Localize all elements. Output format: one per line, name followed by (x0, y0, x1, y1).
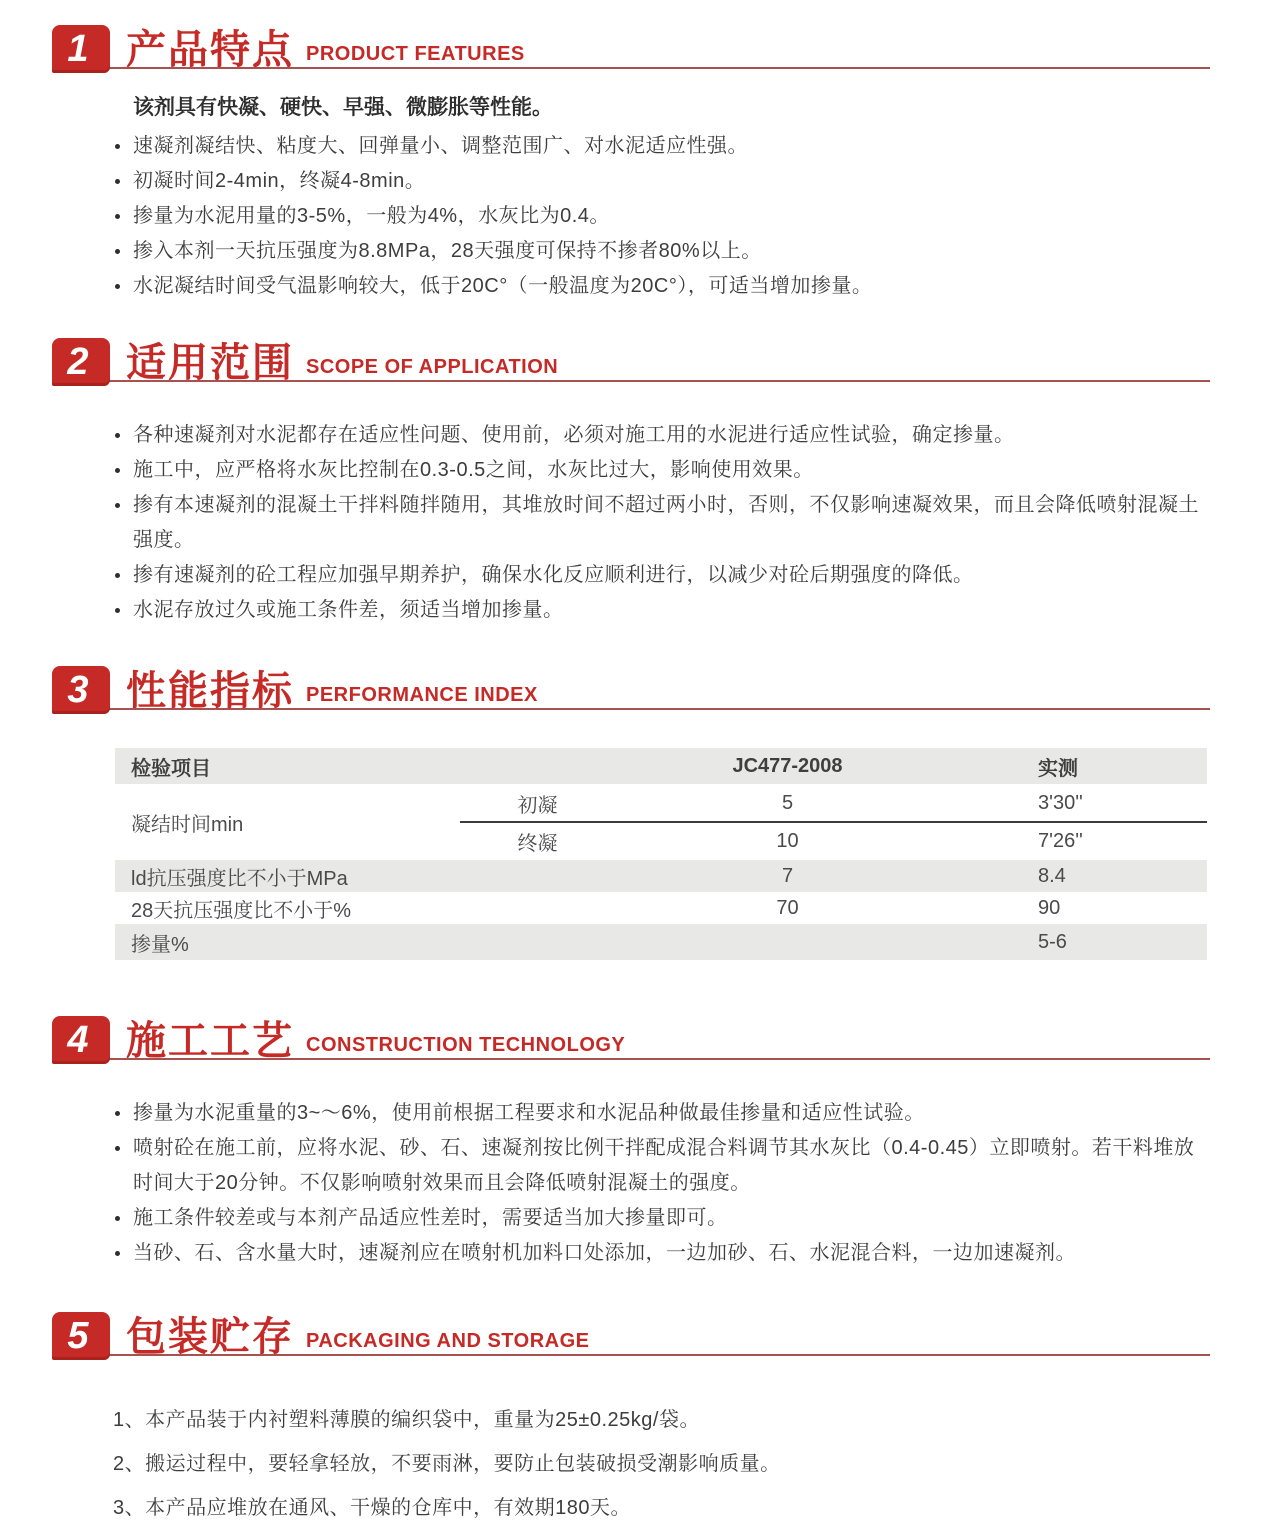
list-item-text: 掺量为水泥用量的3-5%，一般为4%，水灰比为0.4。 (133, 205, 610, 227)
section-number-badge (52, 1312, 110, 1360)
section-scope-of-application (52, 338, 1210, 628)
section-header (52, 338, 1210, 386)
subrow-divider (460, 821, 1207, 823)
list-item-text: 当砂、石、含水量大时，速凝剂应在喷射机加料口处添加，一边加砂、石、水泥混合料，一边加速凝剂。 (133, 1242, 1076, 1264)
section-title-zh: 产品特点 (126, 28, 294, 72)
bullet-dot-icon (115, 249, 120, 254)
row-measured: 8.4 (1038, 864, 1066, 887)
bullet-dot-icon (115, 433, 120, 438)
bullet-list (113, 1096, 1210, 1271)
subrow-measured: 7'26'' (1038, 829, 1083, 852)
bullet-dot-icon (115, 573, 120, 578)
list-item-text: 掺有本速凝剂的混凝土干拌料随拌随用，其堆放时间不超过两小时，否则，不仅影响速凝效果，而且会降低喷射混凝土强度。 (133, 494, 1199, 551)
performance-table (115, 748, 1207, 960)
section-number-badge (52, 1016, 110, 1064)
section-header (52, 1312, 1210, 1360)
section-number-badge (52, 25, 110, 73)
section-number: 3 (67, 668, 89, 711)
section-title-en: SCOPE OF APPLICATION (306, 356, 559, 378)
section-number: 2 (67, 340, 89, 383)
list-item-text: 掺有速凝剂的砼工程应加强早期养护，确保水化反应顺利进行，以减少对砼后期强度的降低。 (133, 564, 974, 586)
bullet-dot-icon (115, 284, 120, 289)
section-construction-technology (52, 1016, 1210, 1271)
bullet-dot-icon (115, 179, 120, 184)
section-title-en: PACKAGING AND STORAGE (306, 1330, 590, 1352)
list-item-text: 掺入本剂一天抗压强度为8.8MPa，28天强度可保持不掺者80%以上。 (133, 240, 762, 262)
list-item: 3、本产品应堆放在通风、干燥的仓库中，有效期180天。 (113, 1497, 631, 1519)
list-item (113, 129, 1210, 164)
list-item (113, 234, 1210, 269)
bullet-dot-icon (115, 608, 120, 613)
section-title-zh: 包装贮存 (126, 1315, 294, 1359)
section-packaging-storage (52, 1312, 1210, 1530)
row-measured: 90 (1038, 896, 1061, 919)
table-row-dosage (115, 924, 1207, 960)
section-title-zh: 性能指标 (126, 669, 294, 713)
table-row-setting-time (115, 784, 1207, 860)
subrow-label: 初凝 (517, 794, 558, 817)
row-standard: 70 (776, 896, 799, 919)
bullet-dot-icon (115, 503, 120, 508)
list-item (113, 164, 1210, 199)
list-item-text: 各种速凝剂对水泥都存在适应性问题、使用前，必须对施工用的水泥进行适应性试验，确定掺量。 (133, 424, 1015, 446)
section-number: 4 (67, 1018, 89, 1061)
table-subrow-initial-set (460, 784, 1207, 822)
list-item-text: 掺量为水泥重量的3~～6%，使用前根据工程要求和水泥品种做最佳掺量和适应性试验。 (133, 1102, 925, 1124)
list-item (113, 1201, 1210, 1236)
row-label: 凝结时间min (131, 813, 244, 836)
bullet-dot-icon (115, 214, 120, 219)
list-item-text: 水泥存放过久或施工条件差，须适当增加掺量。 (133, 599, 564, 621)
section-product-features (52, 25, 1210, 304)
list-item: 2、搬运过程中，要轻拿轻放，不要雨淋，要防止包装破损受潮影响质量。 (113, 1453, 781, 1475)
bullet-dot-icon (115, 1251, 120, 1256)
section-performance-index (52, 666, 1210, 960)
bullet-dot-icon (115, 1111, 120, 1116)
list-item (113, 453, 1210, 488)
list-item (113, 558, 1210, 593)
section-header (52, 666, 1210, 714)
row-measured: 5-6 (1038, 930, 1067, 953)
list-item-text: 速凝剂凝结快、粘度大、回弹量小、调整范围广、对水泥适应性强。 (133, 135, 748, 157)
list-item-text: 水泥凝结时间受气温影响较大，低于20C°（一般温度为20C°），可适当增加掺量。 (133, 275, 873, 297)
section-number: 1 (67, 27, 89, 70)
list-item: 1、本产品装于内衬塑料薄膜的编织袋中，重量为25±0.25kg/袋。 (113, 1409, 700, 1431)
bullet-list (113, 418, 1210, 628)
list-item (113, 593, 1210, 628)
col-header-item: 检验项目 (131, 757, 211, 780)
list-item-text: 喷射砼在施工前，应将水泥、砂、石、速凝剂按比例干拌配成混合料调节其水灰比（0.4-0.45）立即喷射。若干料堆放时间大于20分钟。不仅影响喷射效果而且会降低喷射混凝土的强度。 (133, 1137, 1195, 1194)
section-header (52, 25, 1210, 73)
table-row-1d-strength (115, 860, 1207, 892)
list-item (113, 1236, 1210, 1271)
list-item (113, 1096, 1210, 1131)
list-item (113, 488, 1210, 558)
section-intro: 该剂具有快凝、硬快、早强、微膨胀等性能。 (133, 96, 553, 119)
section-number-badge (52, 338, 110, 386)
list-item (113, 1131, 1210, 1201)
bullet-dot-icon (115, 468, 120, 473)
subrow-standard: 5 (781, 791, 794, 814)
row-label: 28天抗压强度比不小于% (131, 899, 352, 922)
subrow-label: 终凝 (517, 832, 558, 855)
col-header-measured: 实测 (1038, 757, 1078, 780)
section-title-en: CONSTRUCTION TECHNOLOGY (306, 1034, 626, 1056)
subrow-standard: 10 (776, 829, 799, 852)
table-row-28d-strength (115, 892, 1207, 924)
subrow-measured: 3'30'' (1038, 791, 1083, 814)
row-standard: 7 (781, 864, 794, 887)
bullet-list (113, 129, 1210, 304)
list-item-text: 施工中，应严格将水灰比控制在0.3-0.5之间，水灰比过大，影响使用效果。 (133, 459, 814, 481)
section-title-en: PRODUCT FEATURES (306, 43, 525, 65)
section-title-zh: 适用范围 (126, 341, 294, 385)
table-subrow-final-set (460, 822, 1207, 860)
row-label: ld抗压强度比不小于MPa (131, 867, 348, 890)
table-header-row (115, 748, 1207, 784)
section-number: 5 (67, 1314, 89, 1357)
list-item (113, 199, 1210, 234)
list-item (113, 269, 1210, 304)
section-header (52, 1016, 1210, 1064)
section-title-en: PERFORMANCE INDEX (306, 684, 538, 706)
numbered-list (113, 1398, 1210, 1530)
bullet-dot-icon (115, 1146, 120, 1151)
list-item-text: 初凝时间2-4min，终凝4-8min。 (133, 170, 426, 192)
section-title-zh: 施工工艺 (126, 1019, 294, 1063)
bullet-dot-icon (115, 144, 120, 149)
col-header-standard: JC477-2008 (732, 754, 843, 777)
bullet-dot-icon (115, 1216, 120, 1221)
section-number-badge (52, 666, 110, 714)
row-label: 掺量% (131, 933, 189, 956)
list-item-text: 施工条件较差或与本剂产品适应性差时，需要适当加大掺量即可。 (133, 1207, 728, 1229)
list-item (113, 418, 1210, 453)
